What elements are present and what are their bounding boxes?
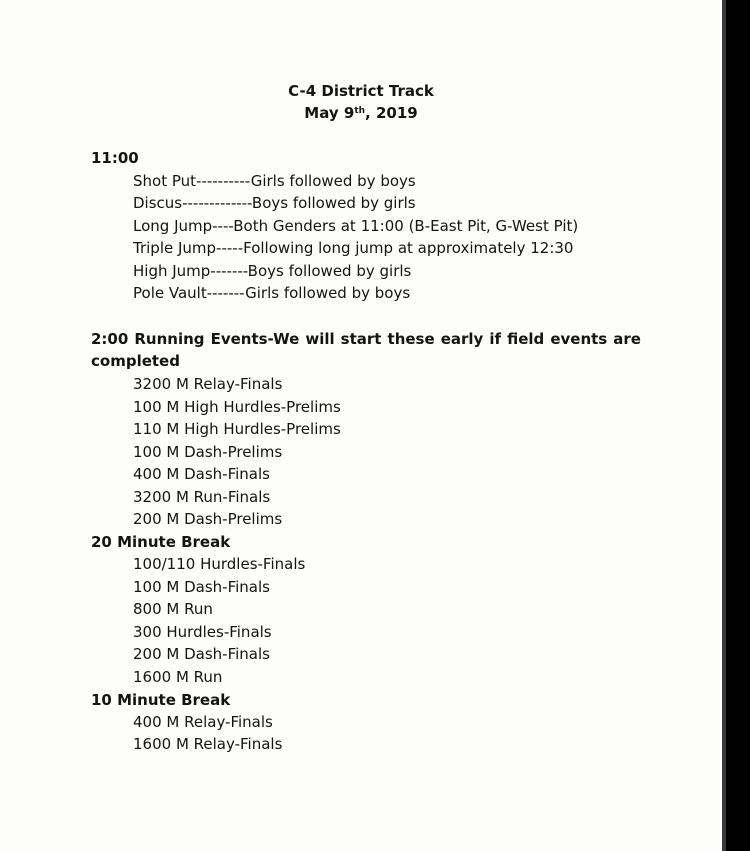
break-heading-20-minute: 20 Minute Break: [91, 533, 231, 551]
field-event-high-jump: High Jump-------Boys followed by girls: [133, 262, 412, 280]
running-event: 400 M Dash-Finals: [133, 465, 270, 483]
date-main: May 9: [304, 104, 355, 122]
running-event: 110 M High Hurdles-Prelims: [133, 420, 341, 438]
date-year: , 2019: [365, 104, 418, 122]
running-event: 300 Hurdles-Finals: [133, 623, 272, 641]
running-event: 100 M Dash-Prelims: [133, 443, 283, 461]
running-event: 100 M High Hurdles-Prelims: [133, 398, 341, 416]
running-event: 3200 M Run-Finals: [133, 488, 271, 506]
running-event: 100 M Dash-Finals: [133, 578, 270, 596]
date-ordinal: th: [354, 106, 366, 116]
running-heading-line2: completed: [91, 352, 180, 370]
field-event-pole-vault: Pole Vault-------Girls followed by boys: [133, 284, 411, 302]
field-event-shot-put: Shot Put----------Girls followed by boys: [133, 172, 416, 190]
running-heading-line1: 2:00 Running Events-We will start these early if field events are: [91, 330, 641, 348]
document-date: [0, 102, 722, 124]
running-event: 1600 M Relay-Finals: [133, 735, 283, 753]
paper-edge-shadow: [722, 0, 726, 851]
running-event: 400 M Relay-Finals: [133, 713, 273, 731]
field-session-time: 11:00: [91, 149, 139, 167]
running-session-heading: [91, 328, 641, 372]
document-title: C-4 District Track: [288, 82, 434, 100]
running-event: 100/110 Hurdles-Finals: [133, 555, 306, 573]
running-event: 1600 M Run: [133, 668, 223, 686]
break-heading-10-minute: 10 Minute Break: [91, 691, 231, 709]
running-event: 800 M Run: [133, 600, 213, 618]
field-event-discus: Discus-------------Boys followed by girls: [133, 194, 416, 212]
running-event: 200 M Dash-Finals: [133, 645, 270, 663]
field-event-long-jump: Long Jump----Both Genders at 11:00 (B-East Pit, G-West Pit): [133, 217, 579, 235]
running-event: 3200 M Relay-Finals: [133, 375, 283, 393]
running-event: 200 M Dash-Prelims: [133, 510, 283, 528]
field-event-triple-jump: Triple Jump-----Following long jump at approximately 12:30: [133, 239, 574, 257]
